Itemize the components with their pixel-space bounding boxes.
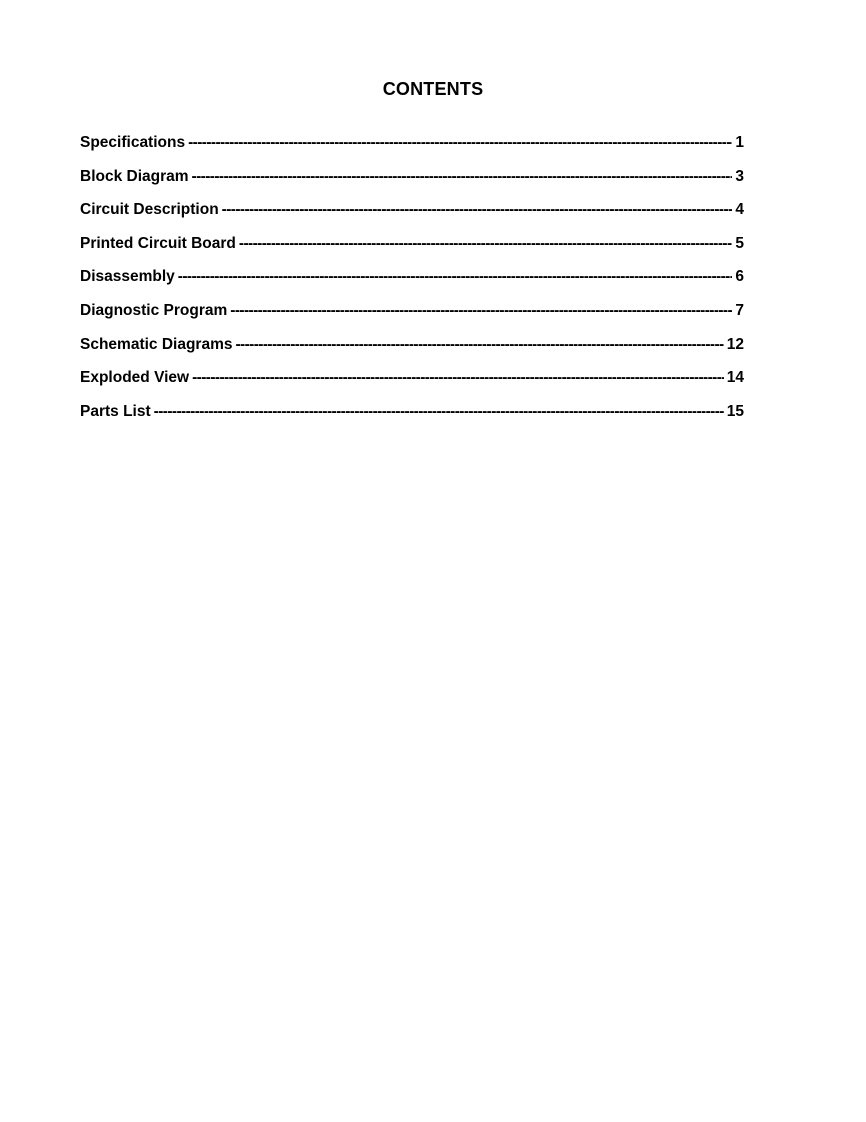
dot-leader [239,234,732,254]
toc-entry-label: Exploded View [80,369,190,387]
toc-entry-exploded-view[interactable] [80,368,744,402]
dot-leader [236,335,724,355]
toc-entry-label: Schematic Diagrams [80,335,233,353]
toc-entry-label: Disassembly [80,268,175,286]
dot-leader [222,200,733,220]
dot-leader [154,402,724,422]
toc-entry-page: 12 [726,335,744,353]
table-of-contents [80,133,744,435]
dot-leader [230,301,732,321]
toc-entry-printed-circuit-board[interactable] [80,234,744,268]
toc-entry-disassembly[interactable] [80,267,744,301]
toc-entry-label: Circuit Description [80,201,219,219]
toc-entry-block-diagram[interactable] [80,167,744,201]
toc-entry-page: 1 [735,134,744,151]
toc-entry-label: Specifications [80,134,186,151]
dot-leader [188,133,732,153]
toc-entry-page: 7 [735,301,744,319]
dot-leader [178,267,733,287]
toc-entry-circuit-description[interactable] [80,200,744,234]
toc-entry-label: Parts List [80,402,151,420]
toc-entry-label: Diagnostic Program [80,301,228,319]
toc-entry-page: 5 [735,234,744,252]
toc-entry-page: 3 [735,167,744,185]
toc-entry-page: 6 [735,268,744,286]
dot-leader [192,368,724,388]
toc-entry-page: 4 [735,201,744,219]
toc-entry-diagnostic-program[interactable] [80,301,744,335]
toc-entry-schematic-diagrams[interactable] [80,335,744,369]
toc-entry-parts-list[interactable] [80,402,744,436]
toc-entry-label: Block Diagram [80,167,189,185]
toc-entry-specifications[interactable] [80,133,744,167]
toc-entry-page: 14 [726,369,744,387]
page-title: CONTENTS [382,79,484,99]
dot-leader [192,167,733,187]
toc-entry-page: 15 [726,402,744,420]
toc-entry-label: Printed Circuit Board [80,234,236,252]
